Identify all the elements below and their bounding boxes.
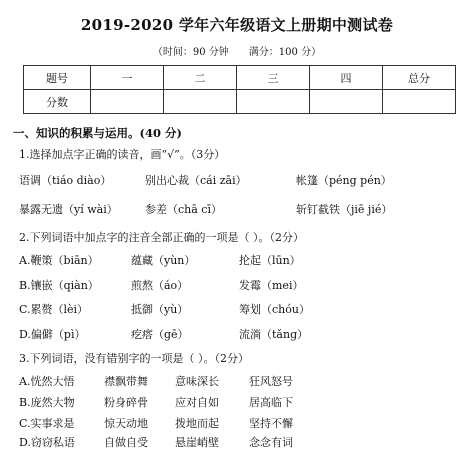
option-b-word: 应对自如 [175, 396, 219, 409]
score-table [23, 65, 456, 114]
option-a-word: 意味深长 [175, 375, 219, 388]
option-d-word: 疙瘩（gē） [131, 328, 189, 341]
option-d-word: 自做自受 [104, 436, 148, 449]
question-1-item: 参差（chā cī） [145, 203, 222, 216]
option-d-word: 流淌（tǎng） [239, 328, 309, 341]
option-c-word: C.实事求是 [19, 417, 75, 430]
option-b-word: B.镶嵌（qiàn） [19, 279, 99, 292]
question-2-prompt: 2.下列词语中加点字的注音全部正确的一项是（ ）。（2分） [19, 231, 304, 244]
score-table-header-cell: 总分 [383, 66, 456, 90]
option-a-word: 抡起（lūn） [239, 254, 301, 267]
option-a-word: 狂风怒号 [249, 375, 293, 388]
question-1-prompt: 1.选择加点字正确的读音，画“√”。（3分） [19, 148, 226, 161]
option-c-word: C.累赘（lèi） [19, 303, 89, 316]
score-table-header-cell: 一 [91, 66, 164, 90]
score-cell [383, 90, 456, 114]
exam-info: （时间：90 分钟 满分：100 分） [152, 47, 322, 58]
page-title: 2019-2020 学年六年级语文上册期中测试卷 [80, 16, 394, 34]
option-c-word: 筹划（chóu） [239, 303, 310, 316]
option-c-word: 惊天动地 [104, 417, 148, 430]
option-b-word: 粉身碎骨 [104, 396, 148, 409]
score-cell [310, 90, 383, 114]
question-1-item: 斩钉截铁（jiē jié） [296, 203, 393, 216]
section-heading: 一、知识的积累与运用。(40 分) [13, 126, 182, 140]
score-table-header-cell: 三 [237, 66, 310, 90]
option-b-word: B.庞然大物 [19, 396, 75, 409]
option-d-word: D.偏僻（pì） [19, 328, 86, 341]
score-table-header-cell: 二 [164, 66, 237, 90]
option-d-word: 悬崖峭壁 [175, 436, 219, 449]
option-a-word: A.鞭策（biān） [19, 254, 99, 267]
score-table-header-row [24, 66, 456, 90]
score-row-label: 分数 [24, 90, 91, 114]
option-b-word: 居高临下 [249, 396, 293, 409]
option-d-word: D.窃窃私语 [19, 436, 75, 449]
option-a-word: 蕴藏（yùn） [131, 254, 196, 267]
option-c-word: 拨地而起 [175, 417, 219, 430]
score-cell [91, 90, 164, 114]
score-table-score-row [24, 90, 456, 114]
option-a-word: 襟飘带舞 [104, 375, 148, 388]
question-1-item: 帐篷（péng pén） [296, 174, 392, 187]
option-b-word: 发霉（mei） [239, 279, 304, 292]
option-b-word: 煎熬（áo） [131, 279, 189, 292]
question-1-item: 语调（tiáo diào） [19, 174, 112, 187]
option-c-word: 抵御（yù） [131, 303, 189, 316]
score-table-header-cell: 四 [310, 66, 383, 90]
question-3-prompt: 3.下列词语，没有错别字的一项是（ ）。（2分） [19, 352, 249, 365]
score-table-header-cell: 题号 [24, 66, 91, 90]
option-c-word: 坚持不懈 [249, 417, 293, 430]
score-cell [237, 90, 310, 114]
question-1-item: 暴露无遗（yí wài） [19, 203, 118, 216]
score-cell [164, 90, 237, 114]
question-1-item: 别出心裁（cái zāi） [145, 174, 247, 187]
option-a-word: A.恍然大悟 [19, 375, 75, 388]
option-d-word: 念念有词 [249, 436, 293, 449]
